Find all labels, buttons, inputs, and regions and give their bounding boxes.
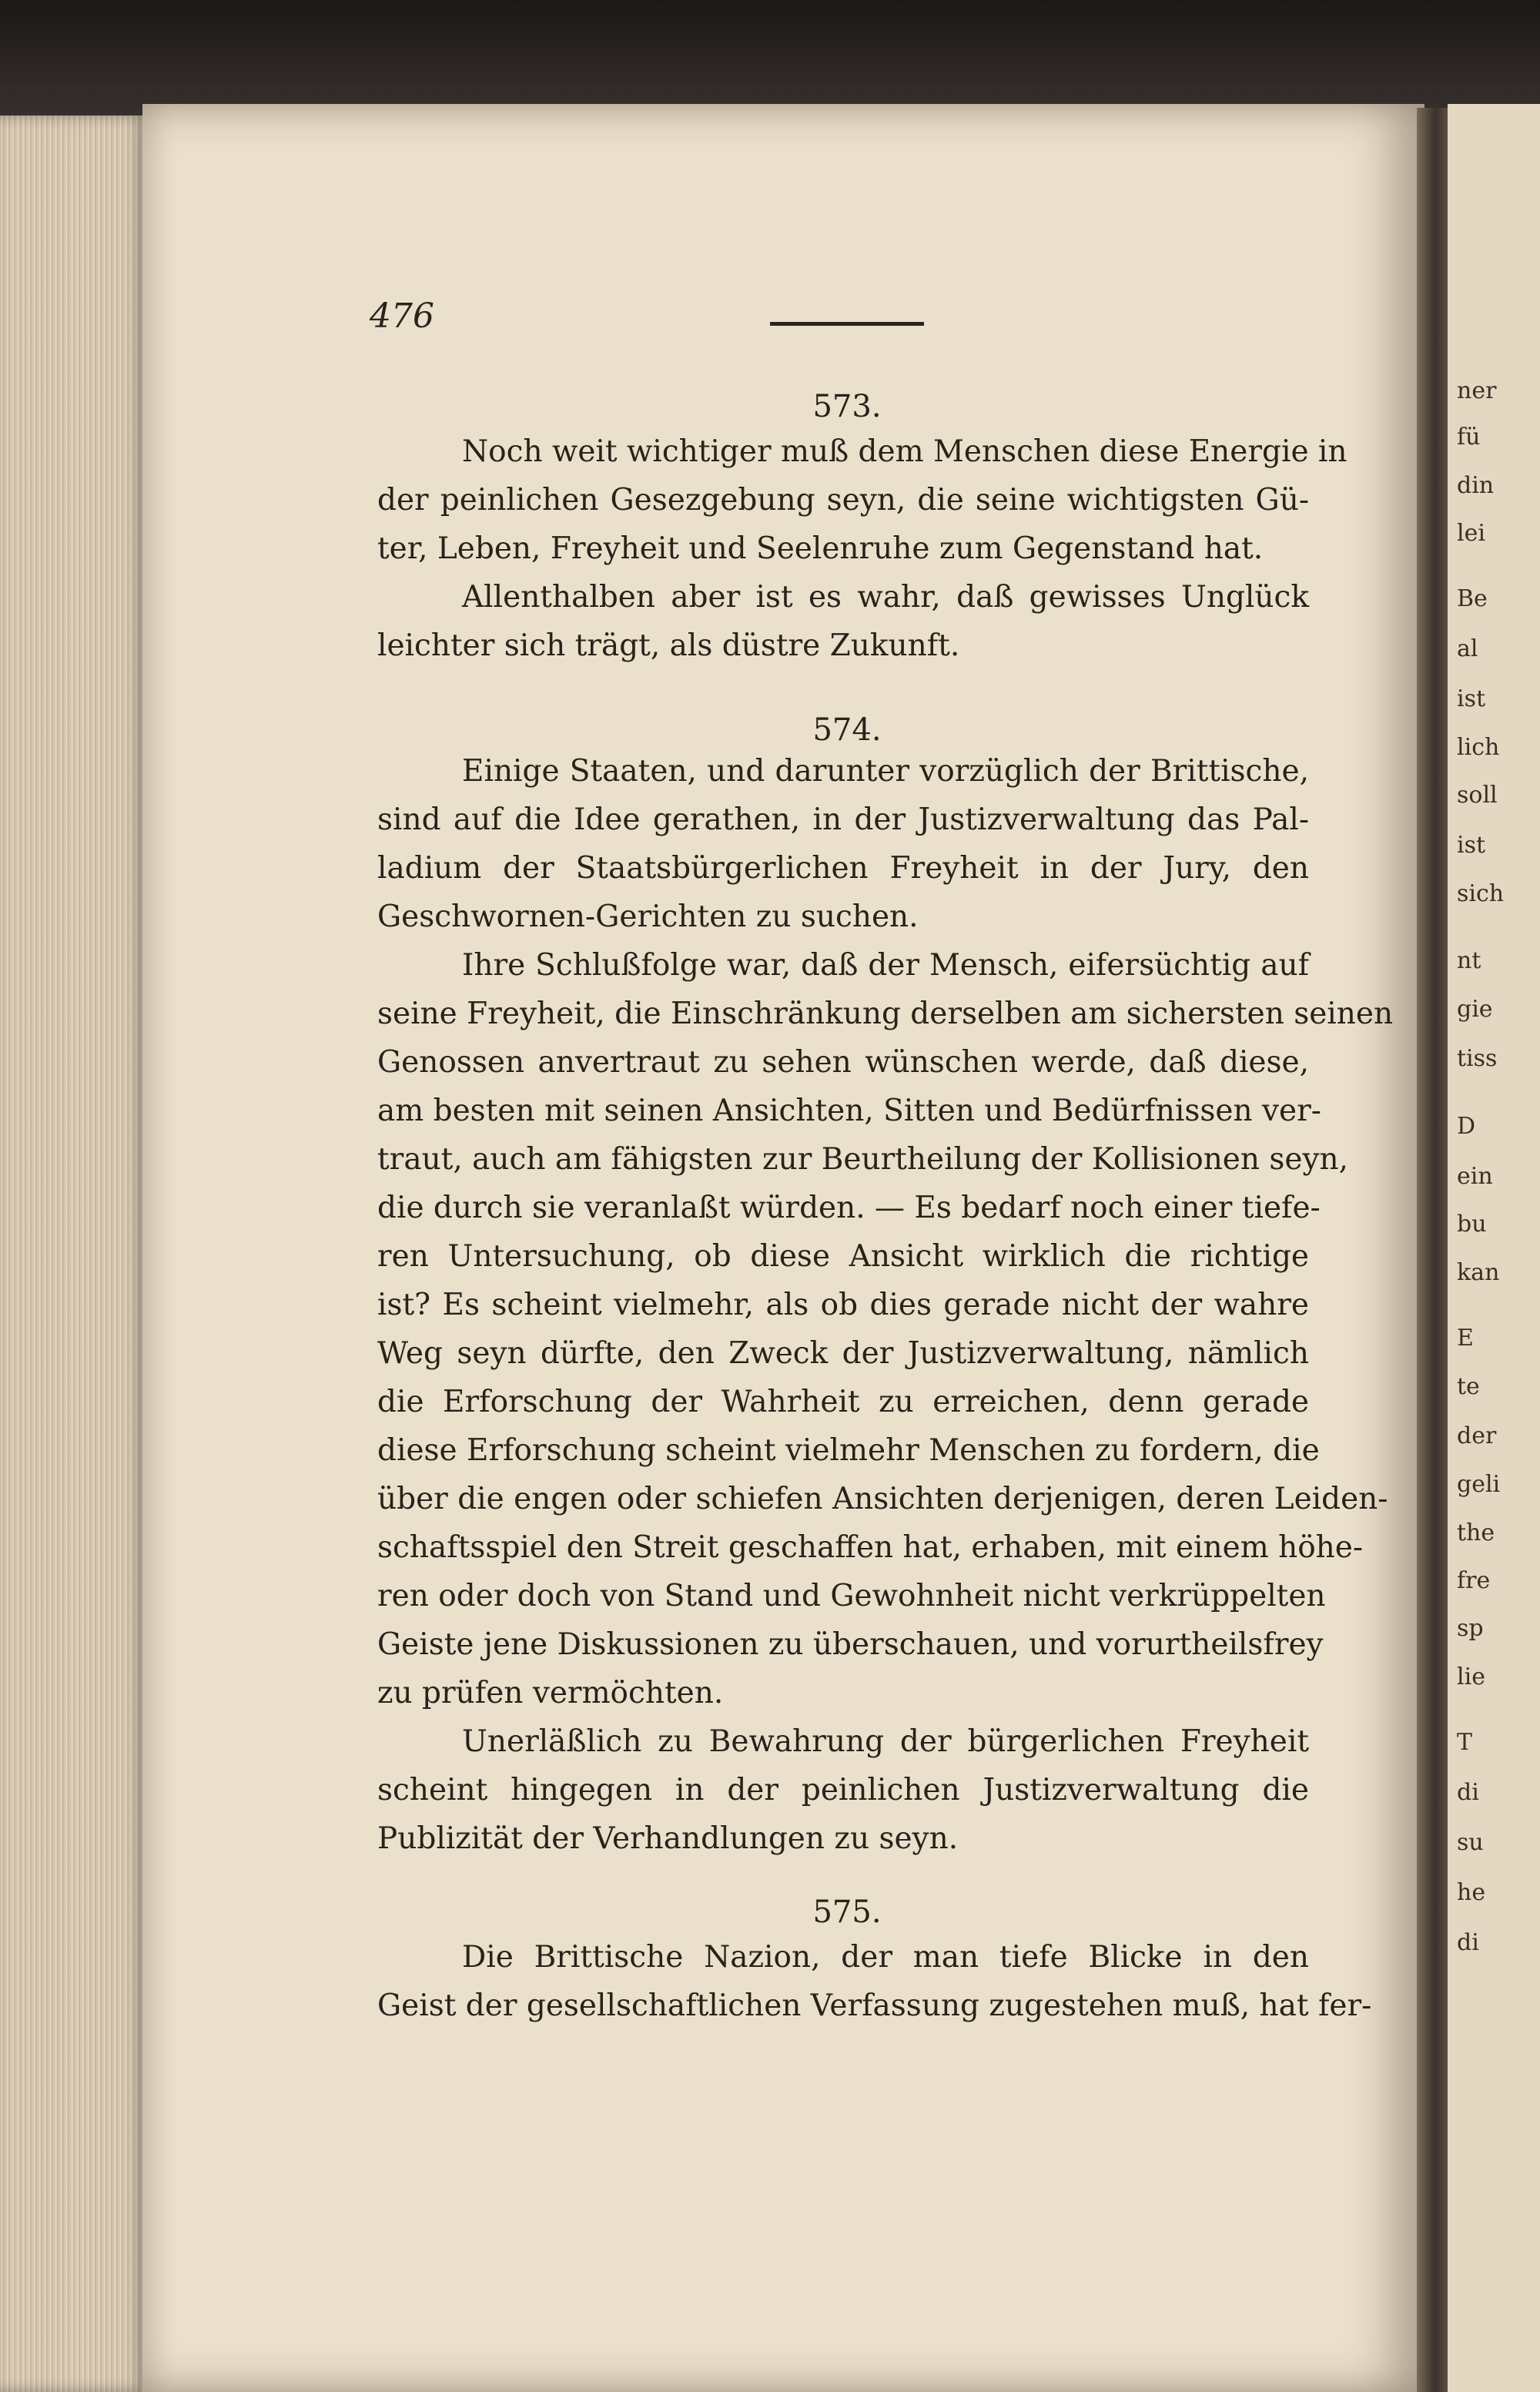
section-number: 574.: [812, 712, 882, 748]
text-line: ter, Leben, Freyheit und Seelenruhe zum Gegenstand hat.: [377, 531, 1264, 566]
section-575-text: [377, 1933, 1372, 2030]
facing-text-fragment: ist: [1457, 685, 1486, 712]
text-line: die Erforschung der Wahrheit zu erreichen, denn gerade: [377, 1385, 1309, 1419]
text-line: zu prüfen vermöchten.: [377, 1676, 724, 1710]
facing-text-fragment: din: [1457, 472, 1495, 499]
text-line: über die engen oder schiefen Ansichten derjenigen, deren Leiden-: [377, 1482, 1388, 1516]
facing-text-fragment: ist: [1457, 832, 1486, 859]
text-line: Genossen anvertraut zu sehen wünschen werde, daß diese,: [377, 1045, 1309, 1080]
text-line: die durch sie veranlaßt würden. — Es bedarf noch einer tiefe-: [377, 1191, 1321, 1225]
page-edges: [0, 116, 146, 2392]
facing-text-fragment: nt: [1457, 947, 1481, 974]
facing-text-fragment: geli: [1457, 1471, 1501, 1498]
book-gutter: [1417, 108, 1448, 2392]
facing-text-fragment: soll: [1457, 782, 1498, 809]
facing-text-fragment: bu: [1457, 1211, 1487, 1238]
text-line: ren oder doch von Stand und Gewohnheit nicht verkrüppelten: [377, 1579, 1326, 1613]
text-line: ladium der Staatsbürgerlichen Freyheit in der Jury, den: [377, 851, 1309, 886]
text-line: Einige Staaten, und darunter vorzüglich der Brittische,: [462, 754, 1309, 789]
section-573-text: [377, 427, 1348, 670]
facing-text-fragment: al: [1457, 635, 1478, 662]
facing-text-fragment: kan: [1457, 1259, 1500, 1286]
facing-text-fragment: der: [1457, 1422, 1497, 1449]
facing-text-fragment: sp: [1457, 1615, 1484, 1642]
text-line: Geschwornen-Gerichten zu suchen.: [377, 900, 919, 934]
facing-text-fragment: di: [1457, 1929, 1479, 1956]
text-line: leichter sich trägt, als düstre Zukunft.: [377, 628, 960, 663]
facing-text-fragment: su: [1457, 1829, 1484, 1856]
text-line: Unerläßlich zu Bewahrung der bürgerlichen Freyheit: [462, 1724, 1309, 1759]
facing-text-fragment: Be: [1457, 585, 1488, 612]
section-574-text: [377, 747, 1394, 1863]
text-line: ist? Es scheint vielmehr, als ob dies gerade nicht der wahre: [377, 1288, 1309, 1322]
text-line: ren Untersuchung, ob diese Ansicht wirklich die richtige: [377, 1239, 1309, 1274]
facing-text-fragment: gie: [1457, 996, 1493, 1023]
facing-text-fragment: ner: [1457, 377, 1497, 404]
page-number: 476: [370, 296, 434, 336]
facing-text-fragment: the: [1457, 1519, 1495, 1546]
facing-text-fragment: fü: [1457, 424, 1481, 451]
text-line: sind auf die Idee gerathen, in der Justizverwaltung das Pal-: [377, 802, 1309, 837]
facing-text-fragment: lei: [1457, 520, 1485, 547]
facing-text-fragment: tiss: [1457, 1045, 1498, 1072]
facing-text-fragment: E: [1457, 1325, 1474, 1352]
facing-text-fragment: D: [1457, 1113, 1476, 1140]
text-line: seine Freyheit, die Einschränkung derselben am sichersten seinen: [377, 997, 1394, 1031]
text-line: der peinlichen Gesezgebung seyn, die seine wichtigsten Gü-: [377, 483, 1309, 518]
text-line: diese Erforschung scheint vielmehr Menschen zu fordern, die: [377, 1433, 1320, 1468]
text-line: Geiste jene Diskussionen zu überschauen, und vorurtheilsfrey: [377, 1627, 1324, 1662]
facing-text-fragment: sich: [1457, 880, 1505, 907]
text-line: Weg seyn dürfte, den Zweck der Justizverwaltung, nämlich: [377, 1336, 1309, 1371]
text-line: schaftsspiel den Streit geschaffen hat, erhaben, mit einem höhe-: [377, 1530, 1364, 1565]
facing-text-fragment: fre: [1457, 1567, 1491, 1594]
text-line: Geist der gesellschaftlichen Verfassung zugestehen muß, hat fer-: [377, 1988, 1372, 2023]
text-line: Allenthalben aber ist es wahr, daß gewisses Unglück: [462, 580, 1309, 615]
facing-page-fragment: [1448, 104, 1540, 2392]
header-rule: [770, 322, 924, 326]
facing-text-fragment: ein: [1457, 1163, 1493, 1190]
facing-text-fragment: te: [1457, 1373, 1480, 1400]
facing-text-fragment: lie: [1457, 1663, 1485, 1690]
facing-text-fragment: di: [1457, 1779, 1479, 1806]
section-number: 575.: [812, 1895, 882, 1930]
text-line: Die Brittische Nazion, der man tiefe Blicke in den: [462, 1940, 1309, 1975]
facing-text-fragment: he: [1457, 1879, 1486, 1906]
text-line: Ihre Schlußfolge war, daß der Mensch, eifersüchtig auf: [462, 948, 1309, 983]
text-line: Publizität der Verhandlungen zu seyn.: [377, 1821, 959, 1856]
section-number: 573.: [812, 389, 882, 424]
text-line: scheint hingegen in der peinlichen Justizverwaltung die: [377, 1773, 1309, 1807]
text-line: Noch weit wichtiger muß dem Menschen diese Energie in: [462, 434, 1348, 469]
text-line: traut, auch am fähigsten zur Beurtheilung der Kollisionen seyn,: [377, 1142, 1349, 1177]
text-line: am besten mit seinen Ansichten, Sitten und Bedürfnissen ver-: [377, 1094, 1321, 1128]
facing-text-fragment: T: [1457, 1729, 1473, 1756]
facing-text-fragment: lich: [1457, 734, 1500, 761]
